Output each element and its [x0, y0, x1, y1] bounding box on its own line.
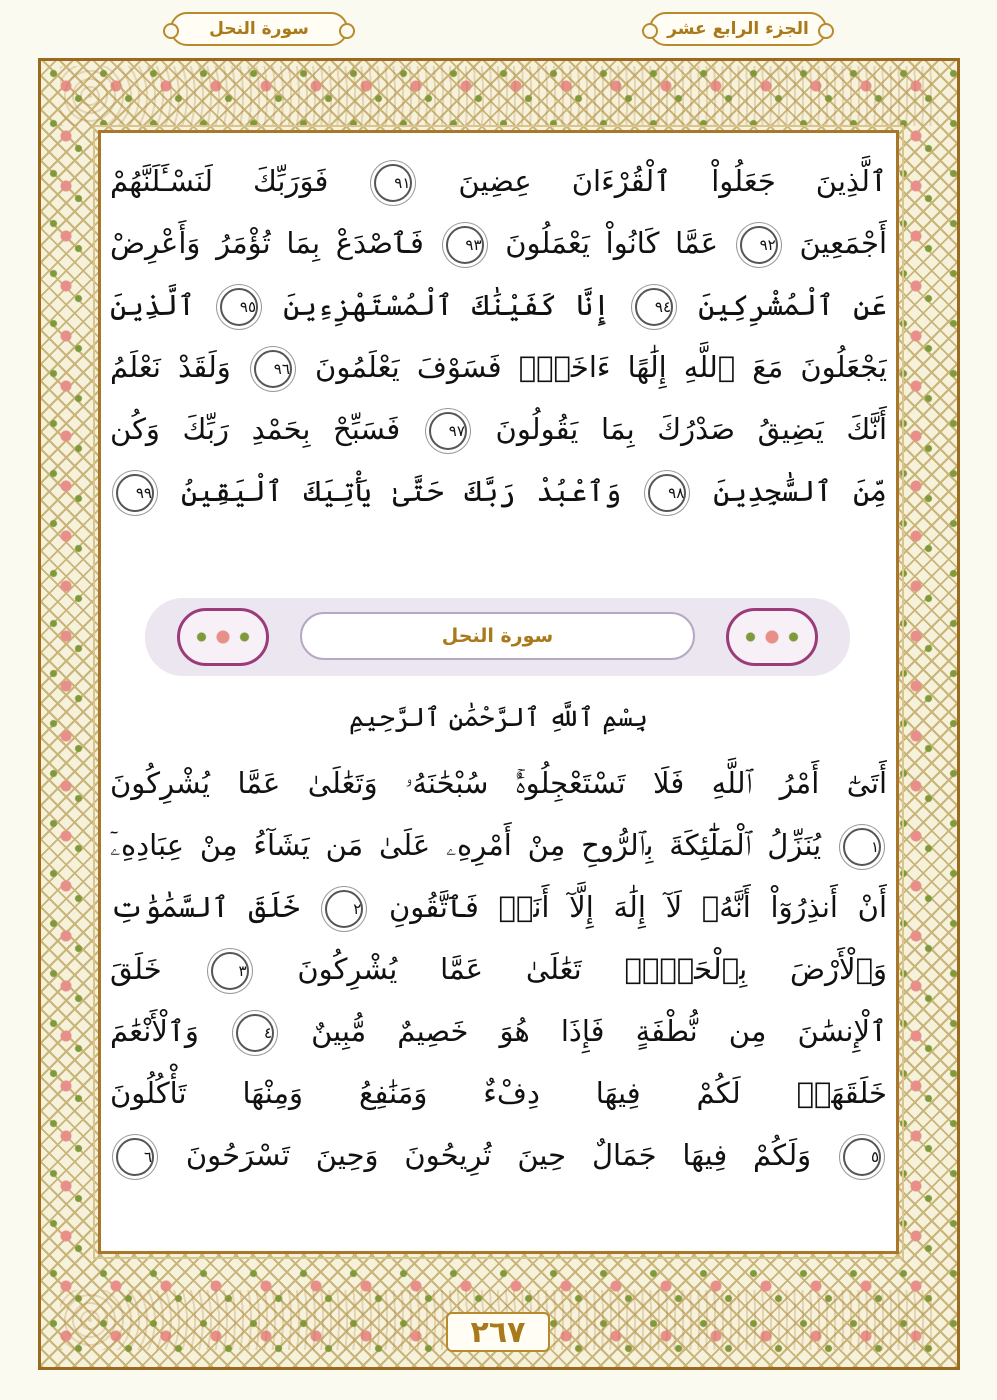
ayah-marker: ٩٣	[446, 226, 484, 264]
ayah-marker: ٦	[116, 1138, 154, 1176]
surah-name-header-label: سورة النحل	[209, 19, 309, 39]
page-number	[446, 1312, 550, 1352]
verse-line	[110, 212, 887, 274]
verse-line	[110, 752, 887, 814]
verse-line	[110, 1062, 887, 1124]
verse-text: ٱلَّذِينَ جَعَلُواْ ٱلْقُرْءَانَ عِضِينَ	[458, 164, 887, 198]
basmala: بِسْمِ ٱللَّهِ ٱلرَّحْمَٰنِ ٱلرَّحِيمِ	[348, 703, 648, 733]
verse-line	[110, 150, 887, 212]
verse-text: إِنَّا كَفَيْنَٰكَ ٱلْمُسْتَهْزِءِينَ	[283, 288, 610, 322]
verse-line	[110, 938, 887, 1000]
page-number-label: ٢٦٧	[470, 1314, 526, 1350]
ayah-marker: ٩٩	[116, 474, 154, 512]
ayah-marker: ٩٨	[648, 474, 686, 512]
verse-text: خَلَقَ ٱلسَّمَٰوَٰتِ	[110, 890, 300, 924]
ayah-marker: ٤	[236, 1014, 274, 1052]
text-block-an-nahl	[110, 752, 887, 1186]
verse-text: مِّنَ ٱلسَّٰجِدِينَ	[713, 474, 887, 508]
frame-ornament-top	[60, 66, 938, 126]
ayah-marker: ٩٧	[429, 412, 467, 450]
verse-text: ٱلْإِنسَٰنَ مِن نُّطْفَةٍ فَإِذَا هُوَ خَصِيمٌ مُّبِينٌ	[311, 1014, 887, 1048]
verse-line	[110, 336, 887, 398]
verse-line	[110, 814, 887, 876]
verse-text: أَنْ أَنذِرُوٓاْ أَنَّهُۥ لَآ إِلَٰهَ إِلَّآ أَنَا۠ فَٱتَّقُونِ	[388, 890, 887, 924]
verse-text: وَٱلْأَنْعَٰمَ	[110, 1014, 199, 1048]
surah-name-header	[170, 12, 348, 46]
text-block-al-hijr	[110, 150, 887, 522]
juz-name-header	[649, 12, 827, 46]
verse-text: وَٱلْأَرْضَ بِٱلْحَقِّۚ تَعَٰلَىٰ عَمَّا يُشْرِكُونَ	[297, 952, 887, 986]
verse-text: ٱلَّذِينَ	[110, 288, 195, 322]
verse-line	[110, 398, 887, 460]
ayah-marker: ٥	[843, 1138, 881, 1176]
juz-name-header-label: الجزء الرابع عشر	[667, 19, 809, 39]
verse-text: أَتَىٰٓ أَمْرُ ٱللَّهِ فَلَا تَسْتَعْجِلُوهُۚ سُبْحَٰنَهُۥ وَتَعَٰلَىٰ عَمَّا يُشْرِكُونَ	[110, 766, 887, 800]
verse-text: وَلَكُمْ فِيهَا جَمَالٌ حِينَ تُرِيحُونَ وَحِينَ تَسْرَحُونَ	[185, 1138, 812, 1172]
surah-title: سورة النحل	[441, 625, 554, 647]
band-ornament-left	[177, 608, 269, 666]
verse-text: عَمَّا كَانُواْ يَعْمَلُونَ	[505, 226, 719, 260]
verse-line	[110, 274, 887, 336]
ayah-marker: ٩٤	[635, 288, 673, 326]
verse-text: خَلَقَ	[110, 952, 162, 986]
ayah-marker: ٣	[211, 952, 249, 990]
verse-text: فَوَرَبِّكَ لَنَسْـَٔلَنَّهُمْ	[110, 164, 329, 198]
ayah-marker: ٩٦	[254, 350, 292, 388]
verse-text: فَسَبِّحْ بِحَمْدِ رَبِّكَ وَكُن	[110, 412, 401, 446]
verse-line	[110, 876, 887, 938]
ayah-marker: ٩١	[374, 164, 412, 202]
ayah-marker: ١	[843, 828, 881, 866]
ayah-marker: ٩٥	[220, 288, 258, 326]
verse-line	[110, 460, 887, 522]
band-ornament-right	[726, 608, 818, 666]
ayah-marker: ٩٢	[740, 226, 778, 264]
surah-title-box	[300, 612, 695, 660]
surah-title-band	[145, 598, 850, 676]
verse-text: وَٱعْبُدْ رَبَّكَ حَتَّىٰ يَأْتِيَكَ ٱلْيَقِينُ	[180, 474, 622, 508]
verse-text: خَلَقَهَاۗ لَكُمْ فِيهَا دِفْءٌ وَمَنَٰفِعُ وَمِنْهَا تَأْكُلُونَ	[110, 1076, 887, 1110]
verse-text: يُنَزِّلُ ٱلْمَلَٰٓئِكَةَ بِٱلرُّوحِ مِنْ أَمْرِهِۦ عَلَىٰ مَن يَشَآءُ مِنْ عِبَادِهِۦٓ	[110, 828, 822, 862]
verse-text: فَٱصْدَعْ بِمَا تُؤْمَرُ وَأَعْرِضْ	[110, 226, 424, 260]
verse-text: وَلَقَدْ نَعْلَمُ	[110, 350, 231, 384]
verse-text: عَنِ ٱلْمُشْرِكِينَ	[698, 288, 887, 322]
ayah-marker: ٢	[325, 890, 363, 928]
verse-text: أَجْمَعِينَ	[799, 226, 887, 260]
verse-line	[110, 1124, 887, 1186]
verse-text: أَنَّكَ يَضِيقُ صَدْرُكَ بِمَا يَقُولُونَ	[495, 412, 887, 446]
verse-text: يَجْعَلُونَ مَعَ ٱللَّهِ إِلَٰهًا ءَاخَرَۚ فَسَوْفَ يَعْلَمُونَ	[315, 350, 887, 384]
verse-line	[110, 1000, 887, 1062]
